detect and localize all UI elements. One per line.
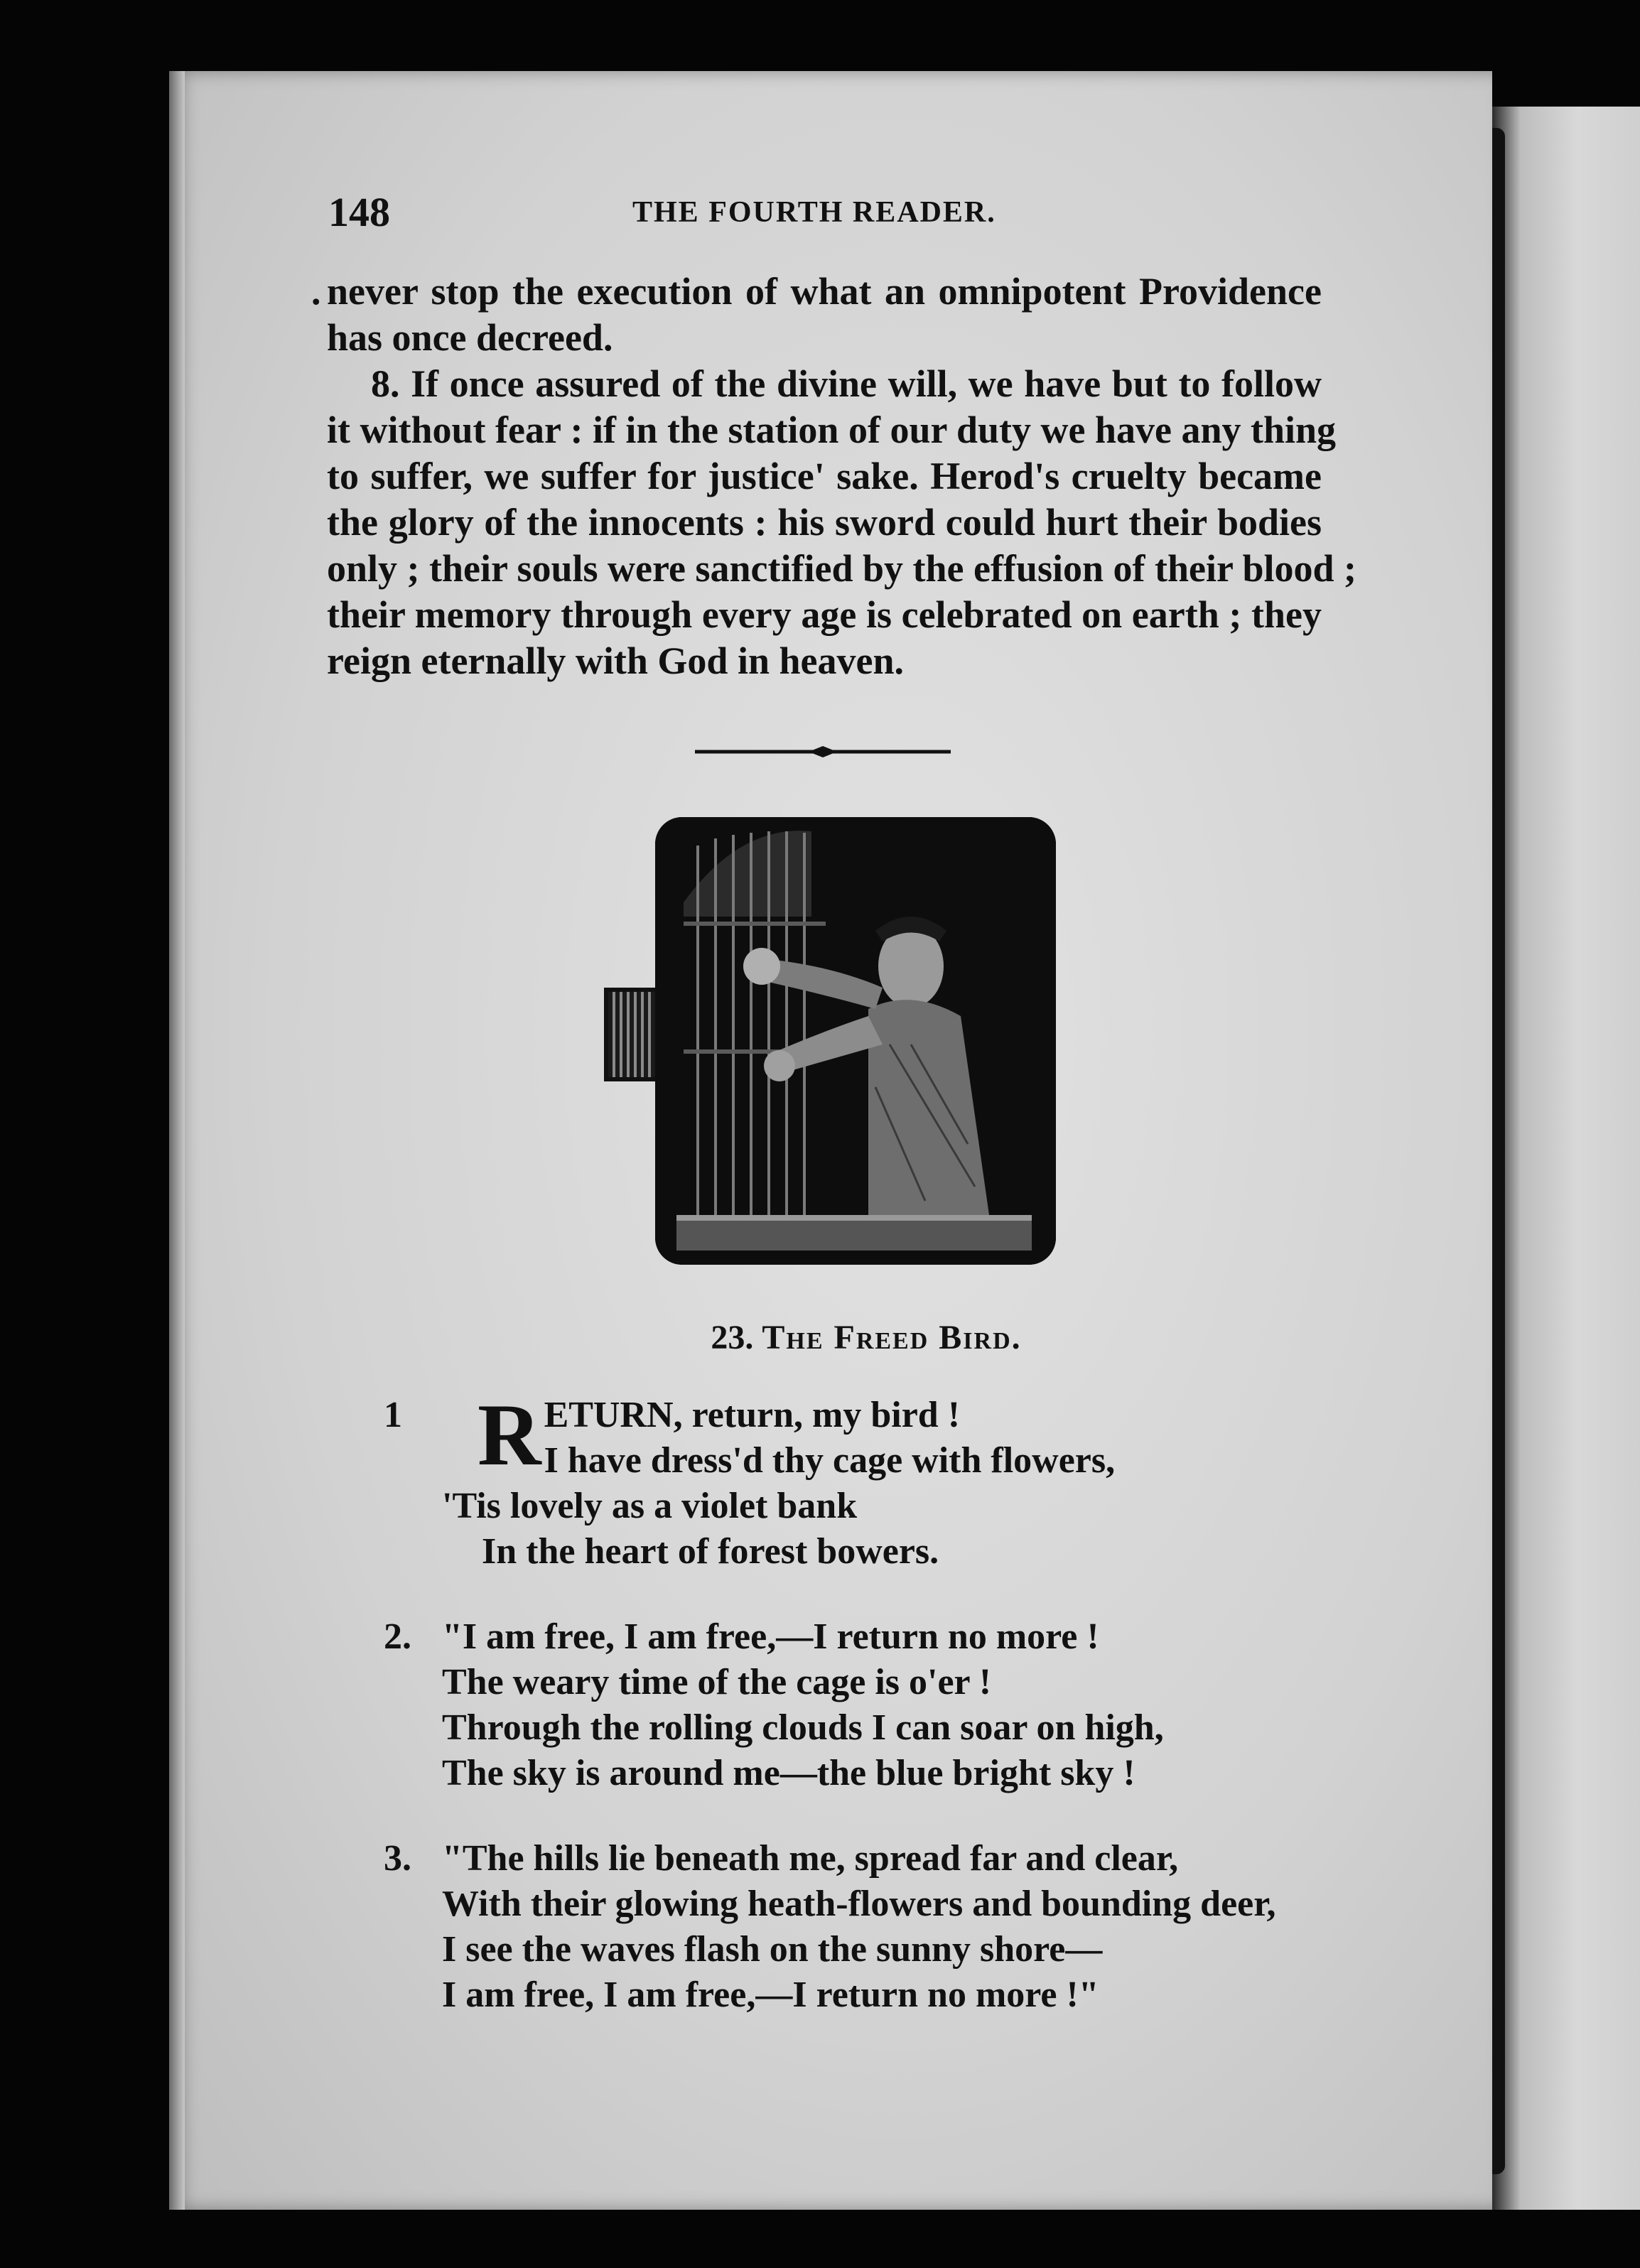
- poem-line: 'Tis lovely as a violet bank: [442, 1486, 858, 1526]
- stanza: [384, 1836, 1379, 2018]
- prose-line: has once decreed.: [327, 316, 613, 359]
- poem-line: "The hills lie beneath me, spread far and clear,: [442, 1838, 1179, 1879]
- poem-line: I have dress'd thy cage with flowers,: [544, 1440, 1116, 1481]
- stanza-number: 2.: [384, 1616, 411, 1657]
- stanza-number: 1: [384, 1395, 402, 1435]
- poem-line: I am free, I am free,—I return no more !": [442, 1975, 1099, 2015]
- poem: [384, 1386, 1379, 2058]
- prose-line: 8. If once assured of the divine will, we have but to follow: [371, 362, 1322, 405]
- prose-line: never stop the execution of what an omnipotent Providence: [327, 270, 1322, 313]
- poem-line: With their glowing heath-flowers and bounding deer,: [442, 1884, 1276, 1924]
- chapter-title: The Freed Bird.: [762, 1319, 1022, 1356]
- drop-cap: R: [478, 1386, 541, 1484]
- poem-line: The weary time of the cage is o'er !: [442, 1662, 992, 1702]
- prose-line: their memory through every age is celebrated on earth ; they: [327, 593, 1322, 636]
- stanza-number: 3.: [384, 1838, 411, 1879]
- stanza: [384, 1614, 1379, 1796]
- stanza: [384, 1386, 1379, 1575]
- prose-line: to suffer, we suffer for justice' sake. Herod's cruelty became: [327, 455, 1322, 497]
- prose-block: [311, 269, 1357, 684]
- running-head: THE FOURTH READER.: [632, 196, 996, 229]
- poem-line: "I am free, I am free,—I return no more !: [442, 1616, 1099, 1657]
- woodcut-illustration: [655, 817, 1056, 1265]
- bird-cage-engraving: [655, 817, 1056, 1265]
- chapter-number: 23.: [711, 1319, 754, 1356]
- section-divider-ornament: [695, 745, 951, 759]
- prose-line: only ; their souls were sanctified by the effusion of their blood ;: [327, 547, 1357, 590]
- facing-page-edge: [1492, 107, 1640, 2210]
- poem-line: In the heart of forest bowers.: [482, 1531, 939, 1572]
- prose-line: it without fear : if in the station of our duty we have any thing: [327, 409, 1337, 451]
- stray-mark: .: [311, 270, 321, 313]
- chapter-heading: [0, 1318, 1640, 1357]
- poem-line: Through the rolling clouds I can soar on high,: [442, 1707, 1164, 1748]
- prose-line: reign eternally with God in heaven.: [327, 639, 905, 682]
- prose-line: the glory of the innocents : his sword could hurt their bodies: [327, 501, 1322, 544]
- page-left-edge: [169, 71, 185, 2210]
- page-number: 148: [328, 189, 390, 235]
- poem-line: The sky is around me—the blue bright sky !: [442, 1753, 1135, 1793]
- poem-line: ETURN, return, my bird !: [544, 1395, 961, 1435]
- poem-line: I see the waves flash on the sunny shore—: [442, 1929, 1103, 1970]
